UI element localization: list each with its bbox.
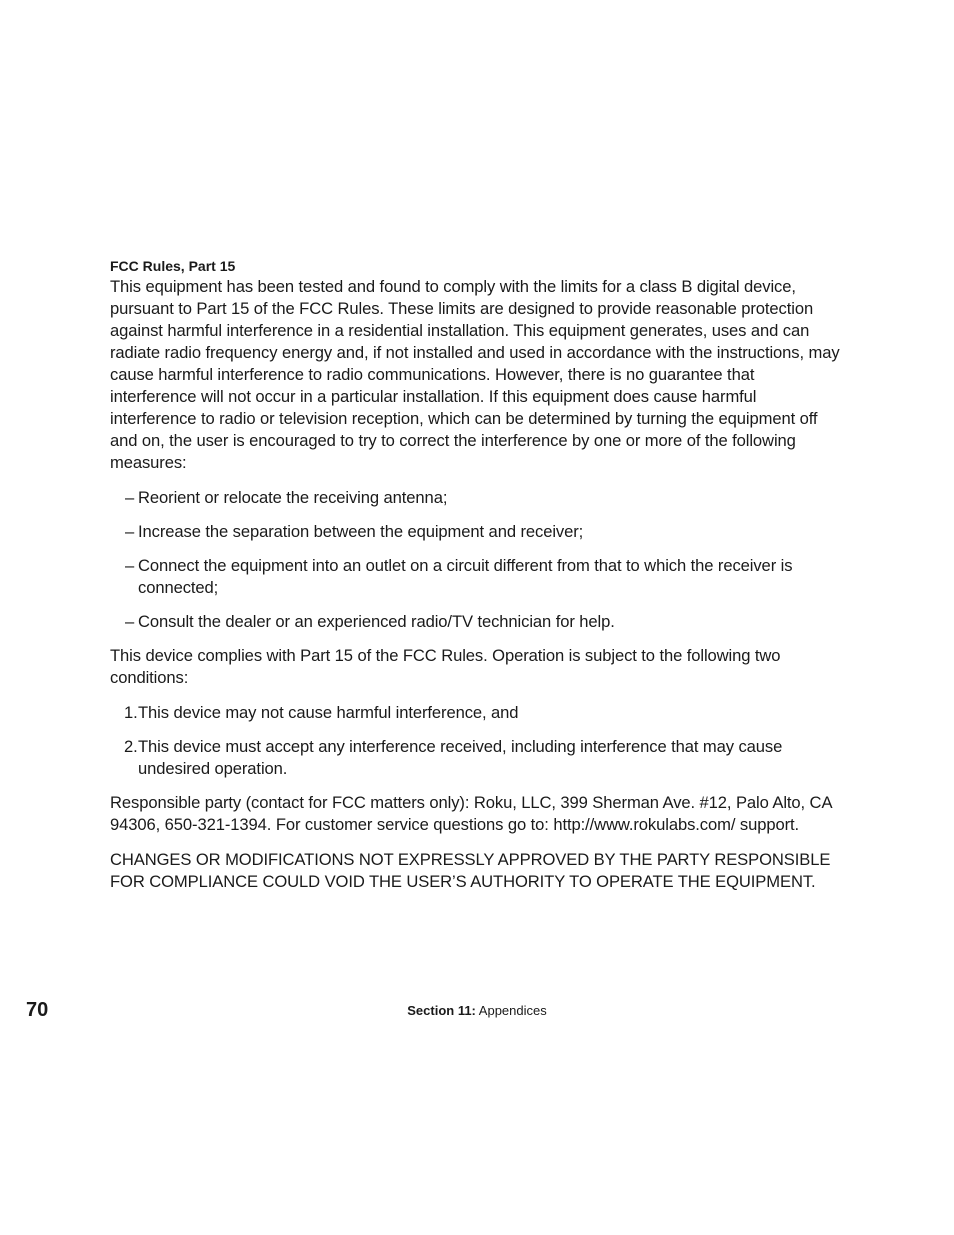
list-item	[110, 702, 845, 724]
list-marker: –	[125, 556, 135, 575]
list-item	[110, 555, 845, 599]
list-item-text: This device must accept any interference received, including interference that may cause undesired operation.	[138, 737, 783, 778]
footer-section-title	[0, 1002, 954, 1020]
list-item-text: Increase the separation between the equipment and receiver;	[138, 522, 584, 541]
list-marker: 1.	[124, 703, 138, 722]
page-number: 70	[26, 999, 49, 1021]
list-marker: –	[125, 612, 135, 631]
list-marker: 2.	[124, 737, 138, 756]
list-item-text: This device may not cause harmful interference, and	[138, 703, 519, 722]
intro-paragraph: This equipment has been tested and found to comply with the limits for a class B digital device, pursuant to Part 15 of the FCC Rules. These limits are designed to provide reasonable protection against harmful interference in a residential installation. This equipment generates, uses and can radiate radio frequency energy and, if not installed and used in accordance with the instructions, may cause harmful interference to radio communications. However, there is no guarantee that interference will not occur in a particular installation. If this equipment does cause harmful interference to radio or television reception, which can be determined by turning the equipment off and on, the user is encouraged to try to correct the interference by one or more of the following measures:	[110, 277, 840, 472]
footer-section-label: Section 11:	[407, 1003, 476, 1018]
list-item	[110, 487, 845, 509]
list-item	[110, 736, 845, 780]
responsible-party-paragraph: Responsible party (contact for FCC matters only): Roku, LLC, 399 Sherman Ave. #12, Palo Alto, CA 94306, 650-321-1394. For customer service questions go to: http://www.rokulabs.com/ support.	[110, 793, 832, 834]
list-item	[110, 611, 845, 633]
list-item-text: Reorient or relocate the receiving antenna;	[138, 488, 448, 507]
list-marker: –	[125, 488, 135, 507]
measures-list	[110, 487, 845, 633]
warning-paragraph: CHANGES OR MODIFICATIONS NOT EXPRESSLY APPROVED BY THE PARTY RESPONSIBLE FOR COMPLIANCE COULD VOID THE USER’S AUTHORITY TO OPERATE THE EQUIPMENT.	[110, 850, 831, 891]
section-heading: FCC Rules, Part 15	[110, 258, 236, 274]
document-body	[110, 256, 845, 893]
conditions-list	[110, 702, 845, 780]
list-item-text: Consult the dealer or an experienced radio/TV technician for help.	[138, 612, 615, 631]
compliance-paragraph: This device complies with Part 15 of the FCC Rules. Operation is subject to the following two conditions:	[110, 646, 781, 687]
list-item-text: Connect the equipment into an outlet on a circuit different from that to which the receiver is connected;	[138, 556, 793, 597]
footer-section-name: Appendices	[478, 1003, 547, 1018]
list-marker: –	[125, 522, 135, 541]
list-item	[110, 521, 845, 543]
